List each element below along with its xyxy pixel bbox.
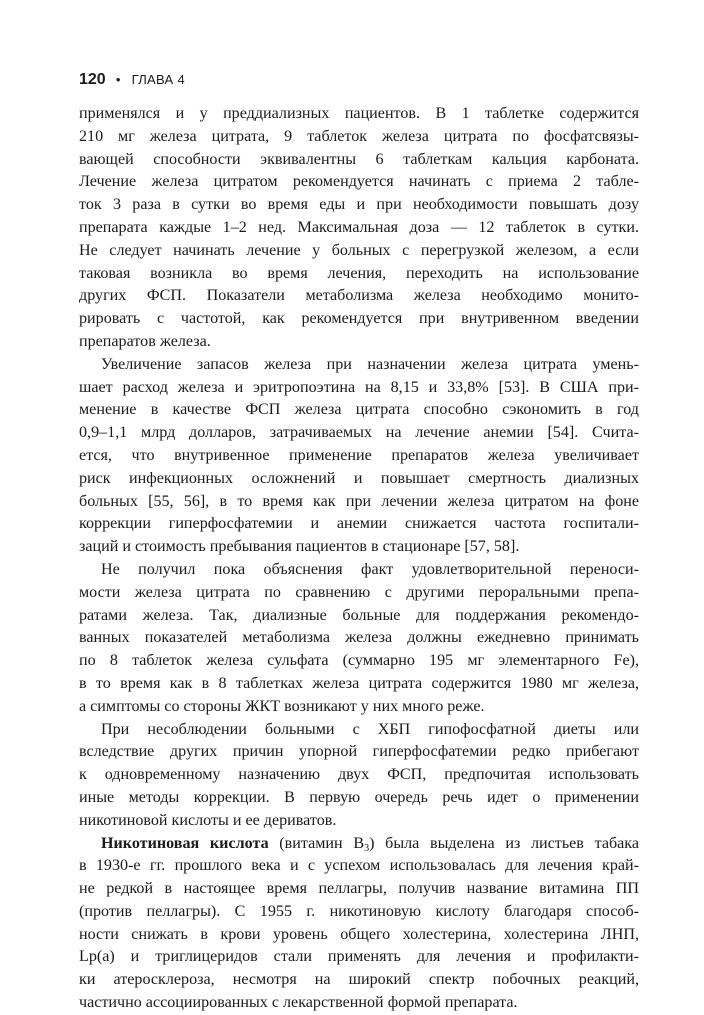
text-line: риск инфекционных осложнений и повышает смертность диализных	[79, 469, 639, 487]
paragraph-4	[79, 719, 639, 833]
page-number: 120	[79, 71, 106, 88]
paragraph-3	[79, 559, 639, 719]
chapter-title: ГЛАВА 4	[131, 72, 185, 87]
subscript: 3	[364, 842, 370, 854]
body-text	[79, 103, 639, 1015]
text-line: применялся и у преддиализных пациентов. В 1 таблетке содержится	[79, 105, 639, 122]
text-line: ности снижать в крови уровень общего холестерина, холестерина ЛНП,	[79, 925, 639, 943]
text-line: мости железа цитрата по сравнению с другими пероральными препа-	[79, 583, 639, 601]
term-bold: Никотиновая кислота	[101, 834, 269, 852]
text-line: иные методы коррекции. В первую очередь речь идет о применении	[79, 788, 639, 806]
text-line: вающей способности эквивалентны 6 таблеткам кальция карбоната.	[79, 150, 639, 168]
text-line: ратами железа. Так, диализные больные для поддержания рекомендо-	[79, 606, 639, 624]
text-line: препарата каждые 1–2 нед. Максимальная доза — 12 таблеток в сутки.	[79, 218, 639, 236]
text-line: никотиновой кислоты и ее дериватов.	[79, 811, 337, 829]
text-line: ванных показателей метаболизма железа должны ежедневно принимать	[79, 629, 639, 647]
text-line: ется, что внутривенное применение препаратов железа увеличивает	[79, 446, 639, 464]
text-line: ток 3 раза в сутки во время еды и при необходимости повышать дозу	[79, 196, 639, 214]
text-line: по 8 таблеток железа сульфата (суммарно 195 мг элементарного Fe),	[79, 652, 639, 670]
text-line: вследствие других причин упорной гиперфосфатемии редко прибегают	[79, 743, 639, 761]
text-line: других ФСП. Показатели метаболизма железа необходимо монито-	[79, 287, 639, 305]
running-header	[79, 70, 639, 90]
text-line: частично ассоциированных с лекарственной формой препарата.	[79, 994, 518, 1012]
paragraph-5	[79, 833, 639, 1015]
text-line: менение в качестве ФСП железа цитрата способно сэкономить в год	[79, 401, 639, 419]
text-line: 210 мг железа цитрата, 9 таблеток железа цитрата по фосфатсвязы-	[79, 127, 639, 145]
text-line: рировать с частотой, как рекомендуется при внутривенном введении	[79, 310, 639, 328]
text-line: При несоблюдении больными с ХБП гипофосфатной диеты или	[101, 720, 639, 738]
text-line: 0,9–1,1 млрд долларов, затрачиваемых на лечение анемии [54]. Счита-	[79, 424, 639, 442]
text-line: (против пеллагры). С 1955 г. никотиновую кислоту благодаря способ-	[79, 902, 639, 920]
lead-text: (витамин B	[268, 834, 365, 852]
text-line: в то время как в 8 таблетках железа цитрата содержится 1980 мг железа,	[79, 674, 639, 692]
text-line: шает расход железа и эритропоэтина на 8,15 и 33,8% [53]. В США при-	[79, 378, 639, 396]
text-line: Увеличение запасов железа при назначении железа цитрата умень-	[101, 355, 639, 373]
text-line: не редкой в настоящее время пеллагры, получив название витамина ПП	[79, 880, 639, 898]
text-line: ки атеросклероза, несмотря на широкий спектр побочных реакций,	[79, 971, 639, 989]
text-line: Не следует начинать лечение у больных с перегрузкой железом, а если	[79, 241, 639, 259]
text-line: больных [55, 56], в то время как при лечении железа цитратом на фоне	[79, 492, 639, 510]
paragraph-1	[79, 103, 639, 354]
text-line: Не получил пока объяснения факт удовлетворительной переноси-	[101, 560, 639, 578]
text-line: Лечение железа цитратом рекомендуется начинать с приема 2 табле-	[79, 173, 639, 191]
text-line: заций и стоимость пребывания пациентов в стационаре [57, 58].	[79, 538, 520, 556]
text-line: таковая возникла во время лечения, переходить на использование	[79, 264, 639, 282]
text-line: Lp(a) и триглицеридов стали применять для лечения и профилакти-	[79, 948, 639, 966]
text-line	[79, 833, 639, 856]
text-line: коррекции гиперфосфатемии и анемии снижается частота госпитали-	[79, 515, 639, 533]
text-line: а симптомы со стороны ЖКТ возникают у них много реже.	[79, 697, 485, 715]
text-line: в 1930-е гг. прошлого века и с успехом использовалась для лечения край-	[79, 857, 639, 875]
paragraph-2	[79, 354, 639, 559]
text-line: препаратов железа.	[79, 332, 211, 350]
header-bullet: •	[115, 72, 121, 87]
lead-text-tail: ) была выделена из листьев табака	[369, 834, 640, 852]
text-line: к одновременному назначению двух ФСП, предпочитая использовать	[79, 766, 639, 784]
